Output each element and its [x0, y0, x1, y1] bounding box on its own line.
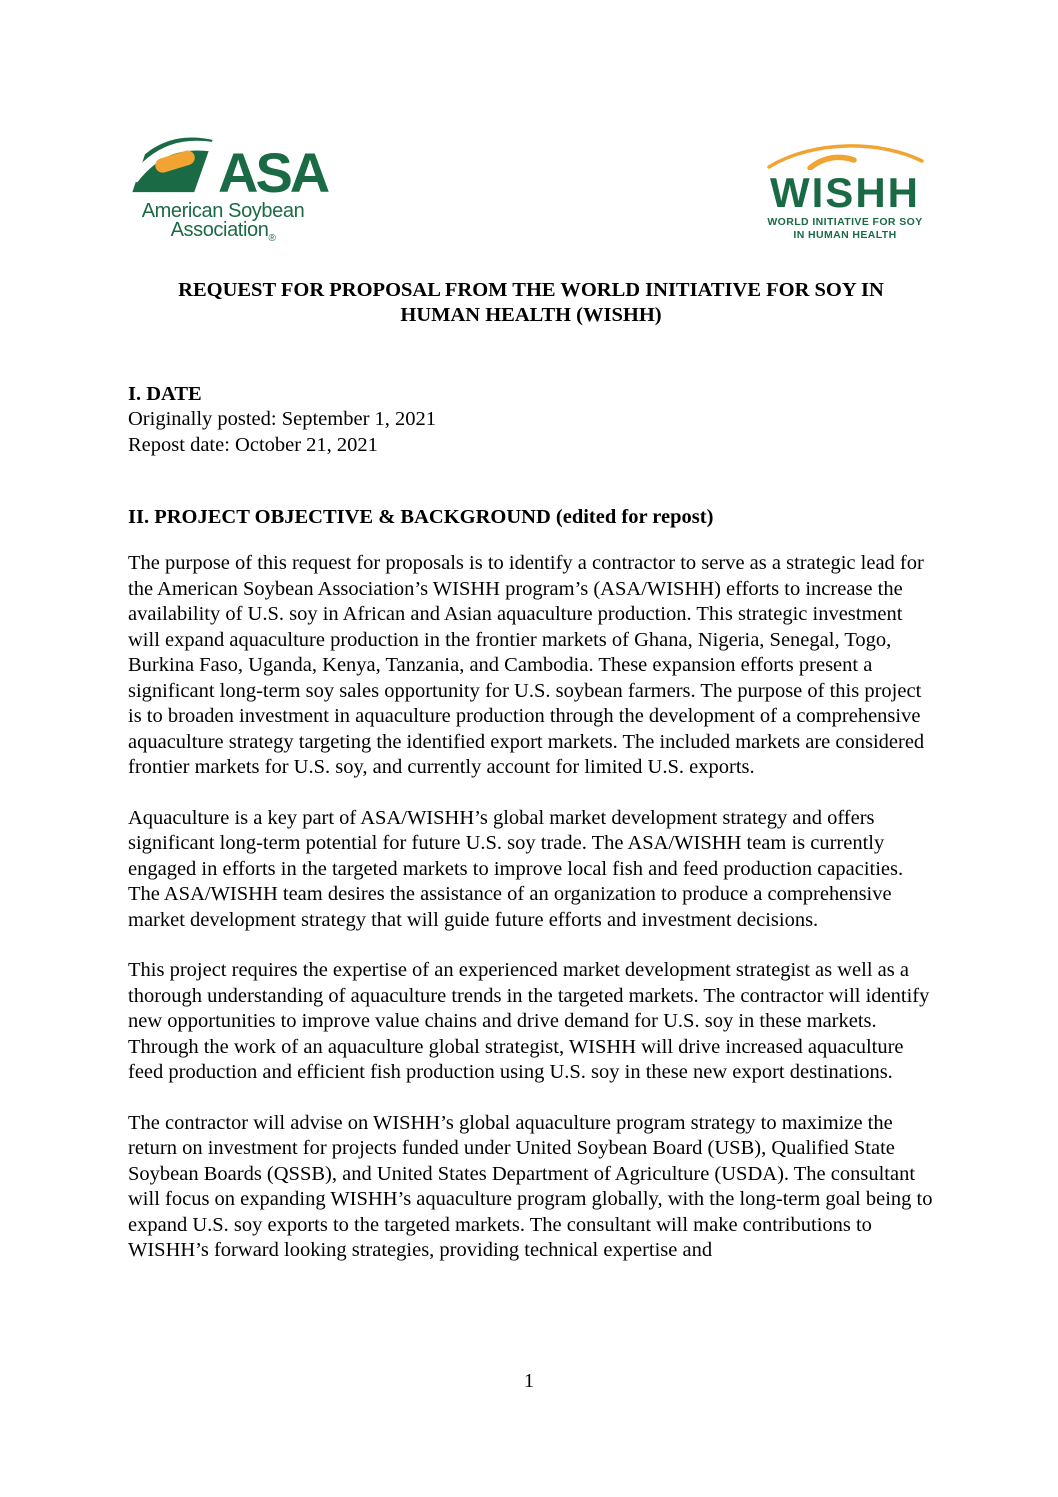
- asa-logo-top: [128, 136, 328, 204]
- asa-name-line2: Association$_®$: [170, 219, 276, 244]
- document-title: REQUEST FOR PROPOSAL FROM THE WORLD INITIATIVE FOR SOY IN HUMAN HEALTH (WISHH): [178, 279, 884, 326]
- asa-logo: [128, 136, 328, 248]
- page-number: 1: [524, 1370, 534, 1392]
- wishh-tagline-line1: WORLD INITIATIVE FOR SOY: [767, 216, 923, 228]
- objective-paragraph-1: The purpose of this request for proposals is to identify a contractor to serve as a strategic lead for the American Soybean Association’s WISHH program’s (ASA/WISHH) efforts to increase the availability of U.S. soy in African and Asian aquaculture production. This strategic investment will expand aquaculture production in the frontier markets of Ghana, Nigeria, Senegal, Togo, Burkina Faso, Uganda, Kenya, Tanzania, and Cambodia. These expansion efforts present a significant long-term soy sales opportunity for U.S. soybean farmers. The purpose of this project is to broaden investment in aquaculture production through the development of a comprehensive aquaculture strategy targeting the identified export markets. The included markets are considered frontier markets for U.S. soy, and currently account for limited U.S. exports.: [128, 552, 925, 778]
- objective-paragraph-3: This project requires the expertise of an experienced market development strategist as well as a thorough understanding of aquaculture trends in the targeted markets. The contractor will identify new opportunities to improve value chains and drive demand for U.S. soy in these markets. Through the work of an aquaculture global strategist, WISHH will drive increased aquaculture feed production and efficient fish production using U.S. soy in these new export destinations.: [128, 959, 930, 1083]
- objective-paragraph-4: The contractor will advise on WISHH’s global aquaculture program strategy to maximize the return on investment for projects funded under United Soybean Board (USB), Qualified State Soybean Boards (QSSB), and United States Department of Agriculture (USDA). The consultant will focus on expanding WISHH’s aquaculture program globally, with the long-term goal being to expand U.S. soy exports to the targeted markets. The consultant will make contributions to WISHH’s forward looking strategies, providing technical expertise and: [128, 1111, 933, 1261]
- wishh-acronym-text: WISHH: [770, 169, 920, 216]
- objective-paragraph-2: Aquaculture is a key part of ASA/WISHH’s global market development strategy and offers significant long-term potential for future U.S. soy trade. The ASA/WISHH team is currently engaged in efforts in the targeted markets to improve local fish and feed production capacities. The ASA/WISHH team desires the assistance of an organization to produce a comprehensive market development strategy that will guide future efforts and investment decisions.: [128, 806, 904, 931]
- wishh-tagline: [762, 216, 928, 242]
- document-content: [128, 278, 934, 1264]
- section-heading-objective: II. PROJECT OBJECTIVE & BACKGROUND (edited for repost): [128, 506, 714, 528]
- repost-date-line: Repost date: October 21, 2021: [128, 433, 378, 456]
- wishh-tagline-line2: IN HUMAN HEALTH: [793, 229, 897, 241]
- asa-name-text: [128, 202, 318, 248]
- asa-name-line1: American Soybean: [141, 200, 305, 222]
- section-heading-date: I. DATE: [128, 383, 202, 405]
- originally-posted-line: Originally posted: September 1, 2021: [128, 408, 437, 430]
- asa-flag-swoosh-icon: [128, 136, 216, 199]
- asa-acronym-text: ASA: [218, 141, 328, 204]
- registered-trademark-icon: ®: [268, 233, 276, 244]
- wishh-logo: [762, 138, 928, 242]
